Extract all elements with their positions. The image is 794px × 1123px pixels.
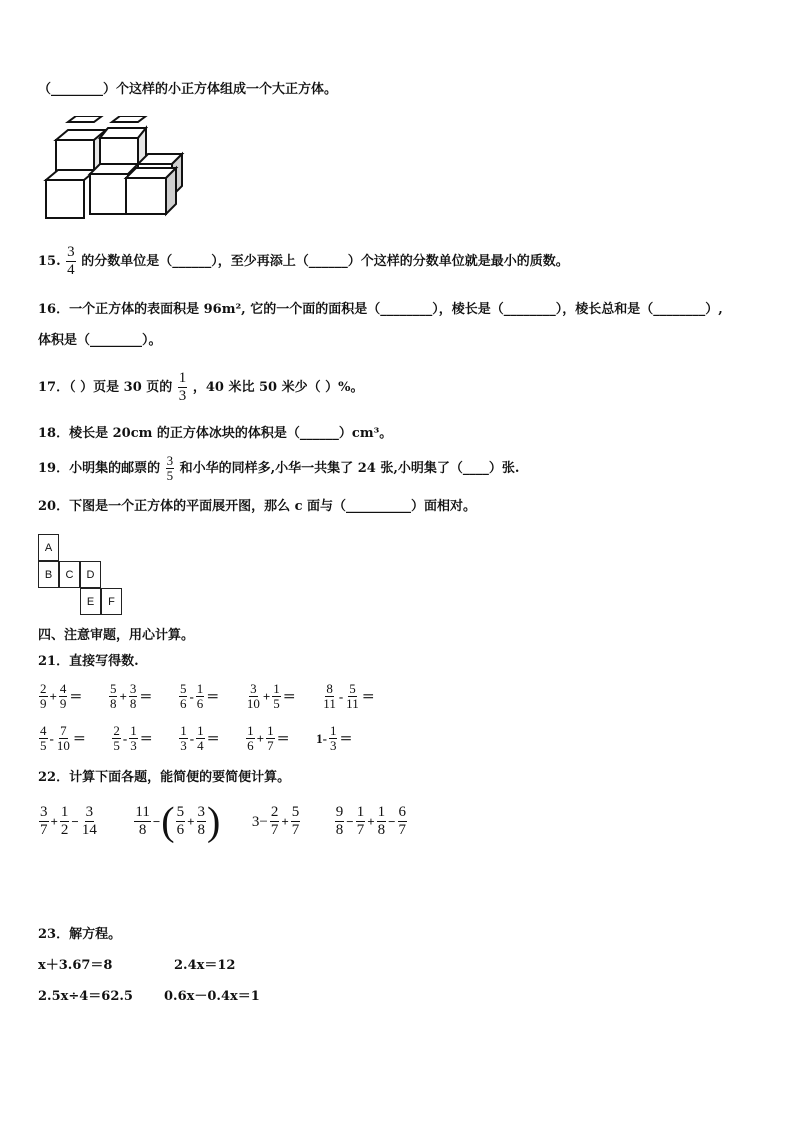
- q14-text: （________）个这样的小正方体组成一个大正方体。: [38, 82, 338, 97]
- q15-fraction: $\frac{3}{4}$: [67, 244, 75, 278]
- q21-r2-item: $\frac{2}{5}$ - $\frac{1}{3}$ ＝: [113, 723, 153, 753]
- q22-expr-1: $\frac{3}{7}$ + $\frac{1}{2}$ − $\frac{3}{14}$: [40, 804, 97, 838]
- net-face-c: C: [59, 561, 80, 588]
- q23-eq3: 2.5x÷4＝62.5: [38, 989, 133, 1004]
- q23-eq1: x＋3.67＝8: [38, 958, 113, 973]
- q19-part2: 和小华的同样多,小华一共集了 24 张,小明集了（____）张.: [179, 461, 520, 476]
- q21-row2: [38, 724, 354, 753]
- q21-r2-item: $\frac{1}{6}$ + $\frac{1}{7}$ ＝: [247, 723, 290, 753]
- q23-title: 23．解方程。: [38, 927, 122, 942]
- q23-eq4: 0.6x－0.4x＝1: [164, 989, 260, 1004]
- q23-eq2: 2.4x＝12: [174, 958, 236, 973]
- q16-line1: 16．一个正方体的表面积是 96m², 它的一个面的面积是（________），棱长是（________），棱长总和是（________）,: [38, 302, 723, 317]
- q17: [38, 370, 363, 405]
- cube-stack-figure: [42, 116, 187, 220]
- net-face-e: E: [80, 588, 101, 615]
- q20-text: 20．下图是一个正方体的平面展开图，那么 c 面与（__________）面相对。: [38, 499, 477, 514]
- q21-title: 21．直接写得数.: [38, 654, 139, 669]
- q21-r2-item-last: 1- $\frac{1}{3}$ ＝: [316, 723, 353, 753]
- net-face-b: B: [38, 561, 59, 588]
- q22-expressions: [38, 798, 408, 844]
- q15-number: 15.: [38, 254, 61, 269]
- q19-part1: 19．小明集的邮票的: [38, 461, 161, 476]
- q22-expr-2: $\frac{11}{8}$ −( $\frac{5}{6}$ + $\frac{3}{8}$ ): [135, 798, 221, 844]
- section-4-title: 四、注意审题，用心计算。: [38, 628, 195, 643]
- q21-r1-item: $\frac{8}{11}$ - $\frac{5}{11}$ ＝: [323, 681, 375, 711]
- q21-r1-item: $\frac{2}{9}$ + $\frac{4}{9}$ ＝: [40, 681, 83, 711]
- q21-r2-item: $\frac{4}{5}$ - $\frac{7}{10}$ ＝: [40, 723, 86, 753]
- q17-part2: ，40 米比 50 米少（ ）%。: [192, 380, 364, 395]
- q21-r1-item: $\frac{5}{6}$ - $\frac{1}{6}$ ＝: [179, 681, 220, 711]
- q21-r1-item: $\frac{5}{8}$ + $\frac{3}{8}$ ＝: [109, 681, 153, 711]
- q15-text: 的分数单位是（______），至少再添上（______）个这样的分数单位就是最小的质数。: [81, 254, 569, 269]
- q21-r1-item: $\frac{3}{10}$ + $\frac{1}{5}$ ＝: [246, 681, 296, 711]
- q19-fraction: $\frac{3}{5}$: [166, 453, 174, 483]
- q16-line2: 体积是（________）。: [38, 333, 162, 348]
- q22-title: 22．计算下面各题，能简便的要简便计算。: [38, 770, 291, 785]
- net-face-d: D: [80, 561, 101, 588]
- q19: [38, 454, 519, 483]
- q22-expr-4: $\frac{9}{8}$ − $\frac{1}{7}$ + $\frac{1}{8}$ − $\frac{6}{7}$: [335, 804, 407, 838]
- q15: [38, 244, 569, 279]
- q21-row1: [38, 682, 376, 711]
- q17-fraction: $\frac{1}{3}$: [178, 370, 187, 404]
- q17-part1: 17．（ ）页是 30 页的: [38, 380, 173, 395]
- q18-text: 18．棱长是 20cm 的正方体冰块的体积是（______）cm³。: [38, 426, 393, 441]
- net-face-a: A: [38, 534, 59, 561]
- q22-expr-3: 3− $\frac{2}{7}$ + $\frac{5}{7}$: [251, 804, 300, 838]
- net-face-f: F: [101, 588, 122, 615]
- q21-r2-item: $\frac{1}{3}$ - $\frac{1}{4}$ ＝: [180, 723, 220, 753]
